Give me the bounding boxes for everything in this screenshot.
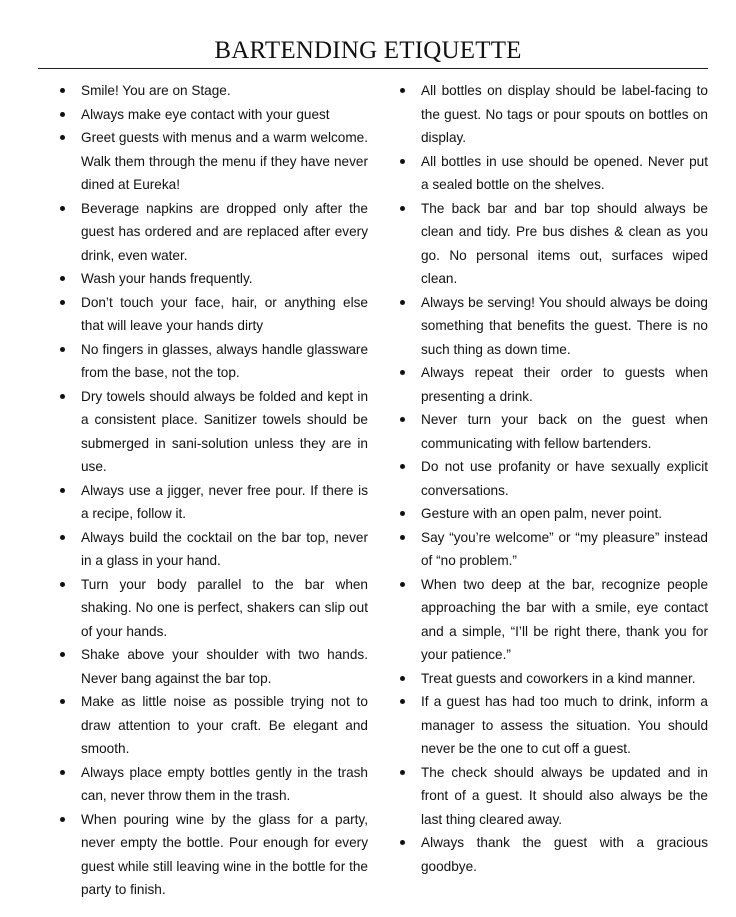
list-item: The check should always be updated and in front of a guest. It should also always be the last thing cleared away. xyxy=(398,761,708,832)
list-item: Dry towels should always be folded and kept in a consistent place. Sanitizer towels should be submerged in sani-solution unless they are in use. xyxy=(58,385,368,479)
list-item: Say “you’re welcome” or “my pleasure” instead of “no problem.” xyxy=(398,526,708,573)
list-item: When pouring wine by the glass for a party, never empty the bottle. Pour enough for every guest while still leaving wine in the bottle for the party to finish. xyxy=(58,808,368,902)
list-item: Gesture with an open palm, never point. xyxy=(398,502,708,526)
list-item: Always repeat their order to guests when presenting a drink. xyxy=(398,361,708,408)
list-item: The back bar and bar top should always be clean and tidy. Pre bus dishes & clean as you go. No personal items out, surfaces wiped clean. xyxy=(398,197,708,291)
list-item: Do not use profanity or have sexually explicit conversations. xyxy=(398,455,708,502)
etiquette-list-left xyxy=(58,79,368,902)
list-item: Always use a jigger, never free pour. If there is a recipe, follow it. xyxy=(58,479,368,526)
list-item: Always be serving! You should always be doing something that benefits the guest. There is no such thing as down time. xyxy=(398,291,708,362)
list-item: When two deep at the bar, recognize people approaching the bar with a smile, eye contact and a simple, “I’ll be right there, thank you for your patience.” xyxy=(398,573,708,667)
list-item: Wash your hands frequently. xyxy=(58,267,368,291)
list-item: Shake above your shoulder with two hands. Never bang against the bar top. xyxy=(58,643,368,690)
etiquette-list-right xyxy=(398,79,708,878)
list-item: Beverage napkins are dropped only after the guest has ordered and are replaced after every drink, even water. xyxy=(58,197,368,268)
list-item: All bottles in use should be opened. Never put a sealed bottle on the shelves. xyxy=(398,150,708,197)
list-item: Turn your body parallel to the bar when shaking. No one is perfect, shakers can slip out of your hands. xyxy=(58,573,368,644)
list-item: All bottles on display should be label-facing to the guest. No tags or pour spouts on bottles on display. xyxy=(398,79,708,150)
list-item: Always build the cocktail on the bar top, never in a glass in your hand. xyxy=(58,526,368,573)
list-item: Smile! You are on Stage. xyxy=(58,79,368,103)
page-title: BARTENDING ETIQUETTE xyxy=(214,37,522,64)
list-item: Make as little noise as possible trying not to draw attention to your craft. Be elegant and smooth. xyxy=(58,690,368,761)
list-item: No fingers in glasses, always handle glassware from the base, not the top. xyxy=(58,338,368,385)
list-item: Treat guests and coworkers in a kind manner. xyxy=(398,667,708,691)
title-divider xyxy=(38,68,708,69)
list-item: Greet guests with menus and a warm welcome. Walk them through the menu if they have never dined at Eureka! xyxy=(58,126,368,197)
list-item: Always thank the guest with a gracious goodbye. xyxy=(398,831,708,878)
list-item: Don’t touch your face, hair, or anything else that will leave your hands dirty xyxy=(58,291,368,338)
list-item: If a guest has had too much to drink, inform a manager to assess the situation. You should never be the one to cut off a guest. xyxy=(398,690,708,761)
list-item: Always place empty bottles gently in the trash can, never throw them in the trash. xyxy=(58,761,368,808)
list-item: Never turn your back on the guest when communicating with fellow bartenders. xyxy=(398,408,708,455)
list-item: Always make eye contact with your guest xyxy=(58,103,368,127)
